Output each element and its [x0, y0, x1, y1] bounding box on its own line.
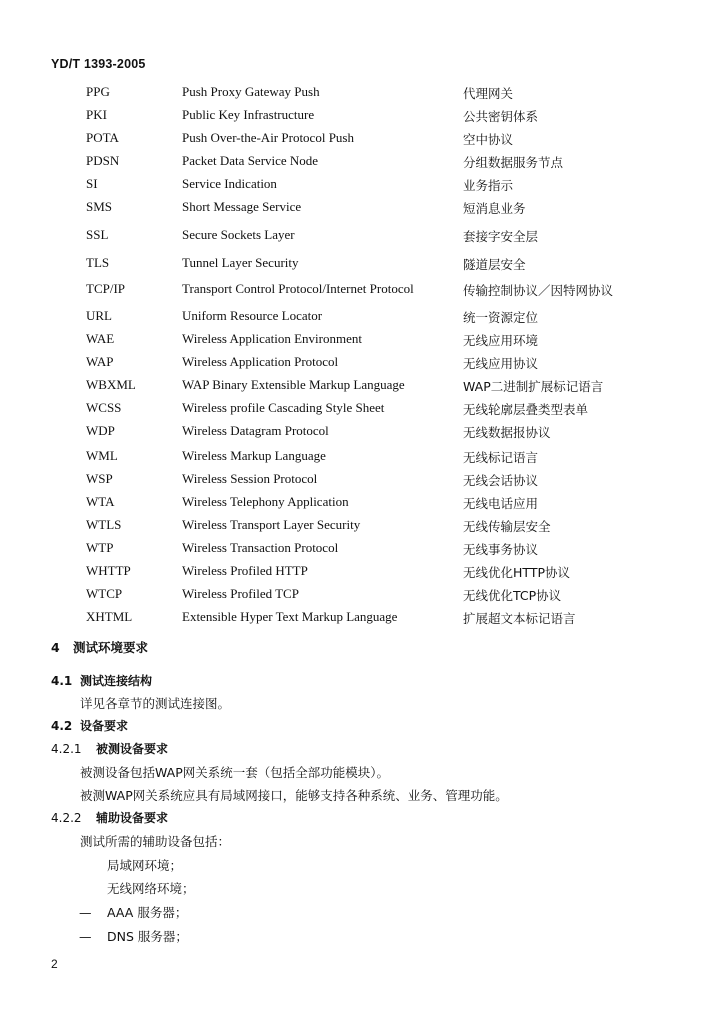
abbr-code: WAP	[86, 354, 114, 369]
abbr-chinese: 分组数据服务节点	[463, 155, 564, 170]
section-title: 测试环境要求	[73, 640, 149, 655]
abbr-chinese: 无线传输层安全	[463, 519, 551, 534]
abbreviation-row	[0, 153, 719, 175]
abbr-chinese: 无线优化TCP协议	[463, 588, 562, 603]
abbr-code: WSP	[86, 471, 113, 486]
abbr-code: WCSS	[86, 400, 122, 415]
abbreviation-row	[0, 517, 719, 539]
dash-item-text: DNS 服务器；	[107, 929, 188, 944]
section-4-2-1-para-1: 被测设备包括WAP网关系统一套（包括全部功能模块）。	[80, 765, 390, 780]
section-4-2-1-heading	[51, 740, 168, 757]
section-4-1-text: 详见各章节的测试连接图。	[80, 696, 231, 711]
abbr-code: WAE	[86, 331, 115, 346]
abbr-english: Wireless Profiled HTTP	[182, 563, 308, 578]
abbr-english: Push Over-the-Air Protocol Push	[182, 130, 354, 145]
abbreviation-row	[0, 255, 719, 277]
abbr-english: Push Proxy Gateway Push	[182, 84, 320, 99]
abbr-chinese: 传输控制协议／因特网协议	[463, 283, 614, 298]
dash-list-item	[79, 903, 187, 921]
abbr-code: WTLS	[86, 517, 122, 532]
abbr-english: Wireless Transport Layer Security	[182, 517, 361, 532]
abbr-english: Wireless Session Protocol	[182, 471, 318, 486]
abbreviation-row	[0, 471, 719, 493]
abbr-code: WML	[86, 448, 118, 463]
abbr-code: PDSN	[86, 153, 120, 168]
abbr-code: XHTML	[86, 609, 133, 624]
abbreviation-row	[0, 281, 719, 303]
abbr-english: Tunnel Layer Security	[182, 255, 299, 270]
abbr-chinese: 统一资源定位	[463, 310, 539, 325]
abbr-english: Wireless profile Cascading Style Sheet	[182, 400, 385, 415]
abbr-chinese: 无线电话应用	[463, 496, 539, 511]
abbreviation-row	[0, 84, 719, 106]
abbr-code: PKI	[86, 107, 107, 122]
abbr-english: Wireless Transaction Protocol	[182, 540, 339, 555]
section-number: 4.2.1	[51, 742, 82, 756]
abbr-chinese: 无线应用协议	[463, 356, 539, 371]
section-title: 被测设备要求	[96, 742, 169, 756]
abbreviation-row	[0, 540, 719, 562]
abbreviation-row	[0, 586, 719, 608]
abbr-english: Wireless Datagram Protocol	[182, 423, 329, 438]
abbr-code: POTA	[86, 130, 119, 145]
abbr-chinese: 公共密钥体系	[463, 109, 539, 124]
abbr-chinese: 无线数据报协议	[463, 425, 551, 440]
page-number: 2	[51, 957, 58, 971]
abbreviation-row	[0, 199, 719, 221]
abbreviation-row	[0, 331, 719, 353]
abbr-chinese: 套接字安全层	[463, 229, 539, 244]
abbr-english: Short Message Service	[182, 199, 302, 214]
abbr-chinese: 隧道层安全	[463, 257, 526, 272]
abbreviation-row	[0, 423, 719, 445]
section-title: 设备要求	[80, 719, 129, 733]
abbr-chinese: 无线事务协议	[463, 542, 539, 557]
abbr-english: Wireless Profiled TCP	[182, 586, 299, 601]
abbr-code: WTA	[86, 494, 115, 509]
abbr-chinese: WAP二进制扩展标记语言	[463, 379, 604, 394]
abbr-english: WAP Binary Extensible Markup Language	[182, 377, 405, 392]
section-number: 4.2.2	[51, 811, 82, 825]
list-item: 无线网络环境；	[107, 881, 195, 896]
abbreviation-row	[0, 130, 719, 152]
abbr-code: WHTTP	[86, 563, 131, 578]
abbr-code: TCP/IP	[86, 281, 126, 296]
dash-item-text: AAA 服务器；	[107, 905, 188, 920]
abbr-english: Packet Data Service Node	[182, 153, 319, 168]
abbr-code: SMS	[86, 199, 113, 214]
dash-symbol: —	[79, 929, 92, 944]
abbreviation-row	[0, 107, 719, 129]
abbr-chinese: 空中协议	[463, 132, 514, 147]
section-4-1-heading	[51, 672, 152, 689]
section-4-2-2-heading	[51, 809, 168, 826]
abbr-chinese: 无线会话协议	[463, 473, 539, 488]
section-number: 4	[51, 640, 60, 655]
document-id: YD/T 1393-2005	[51, 57, 146, 71]
section-number: 4.2	[51, 719, 73, 733]
abbr-code: WTCP	[86, 586, 123, 601]
abbreviation-row	[0, 354, 719, 376]
abbr-chinese: 无线优化HTTP协议	[463, 565, 570, 580]
abbr-english: Wireless Application Environment	[182, 331, 362, 346]
section-4-2-1-para-2: 被测WAP网关系统应具有局域网接口，能够支持各种系统、业务、管理功能。	[80, 788, 508, 803]
abbr-chinese: 短消息业务	[463, 201, 526, 216]
abbreviation-row	[0, 448, 719, 470]
section-number: 4.1	[51, 674, 73, 688]
abbr-chinese: 业务指示	[463, 178, 514, 193]
dash-symbol: —	[79, 905, 92, 920]
dash-list-item	[79, 927, 188, 945]
abbr-english: Uniform Resource Locator	[182, 308, 323, 323]
abbr-chinese: 扩展超文本标记语言	[463, 611, 576, 626]
section-4-heading	[51, 638, 148, 656]
abbr-chinese: 无线轮廓层叠类型表单	[463, 402, 589, 417]
abbr-english: Wireless Telephony Application	[182, 494, 349, 509]
section-4-2-heading	[51, 717, 128, 734]
abbreviation-row	[0, 609, 719, 631]
abbreviation-row	[0, 176, 719, 198]
abbr-code: SSL	[86, 227, 109, 242]
abbr-code: WBXML	[86, 377, 136, 392]
section-4-2-2-intro: 测试所需的辅助设备包括：	[80, 834, 231, 849]
abbreviation-row	[0, 227, 719, 249]
abbreviation-row	[0, 308, 719, 330]
abbr-english: Transport Control Protocol/Internet Protocol	[182, 281, 414, 296]
abbr-code: SI	[86, 176, 98, 191]
abbr-code: URL	[86, 308, 112, 323]
abbreviation-row	[0, 494, 719, 516]
abbr-english: Service Indication	[182, 176, 277, 191]
abbr-english: Extensible Hyper Text Markup Language	[182, 609, 398, 624]
abbr-code: TLS	[86, 255, 110, 270]
abbr-chinese: 无线标记语言	[463, 450, 539, 465]
abbr-english: Secure Sockets Layer	[182, 227, 295, 242]
abbr-code: WTP	[86, 540, 114, 555]
abbr-english: Public Key Infrastructure	[182, 107, 315, 122]
abbr-english: Wireless Application Protocol	[182, 354, 339, 369]
section-title: 辅助设备要求	[96, 811, 169, 825]
list-item: 局域网环境；	[107, 858, 183, 873]
abbreviation-row	[0, 563, 719, 585]
abbr-chinese: 代理网关	[463, 86, 514, 101]
abbr-code: PPG	[86, 84, 110, 99]
abbr-chinese: 无线应用环境	[463, 333, 539, 348]
abbreviation-row	[0, 377, 719, 399]
section-title: 测试连接结构	[80, 674, 153, 688]
abbr-code: WDP	[86, 423, 115, 438]
abbreviation-row	[0, 400, 719, 422]
abbr-english: Wireless Markup Language	[182, 448, 326, 463]
